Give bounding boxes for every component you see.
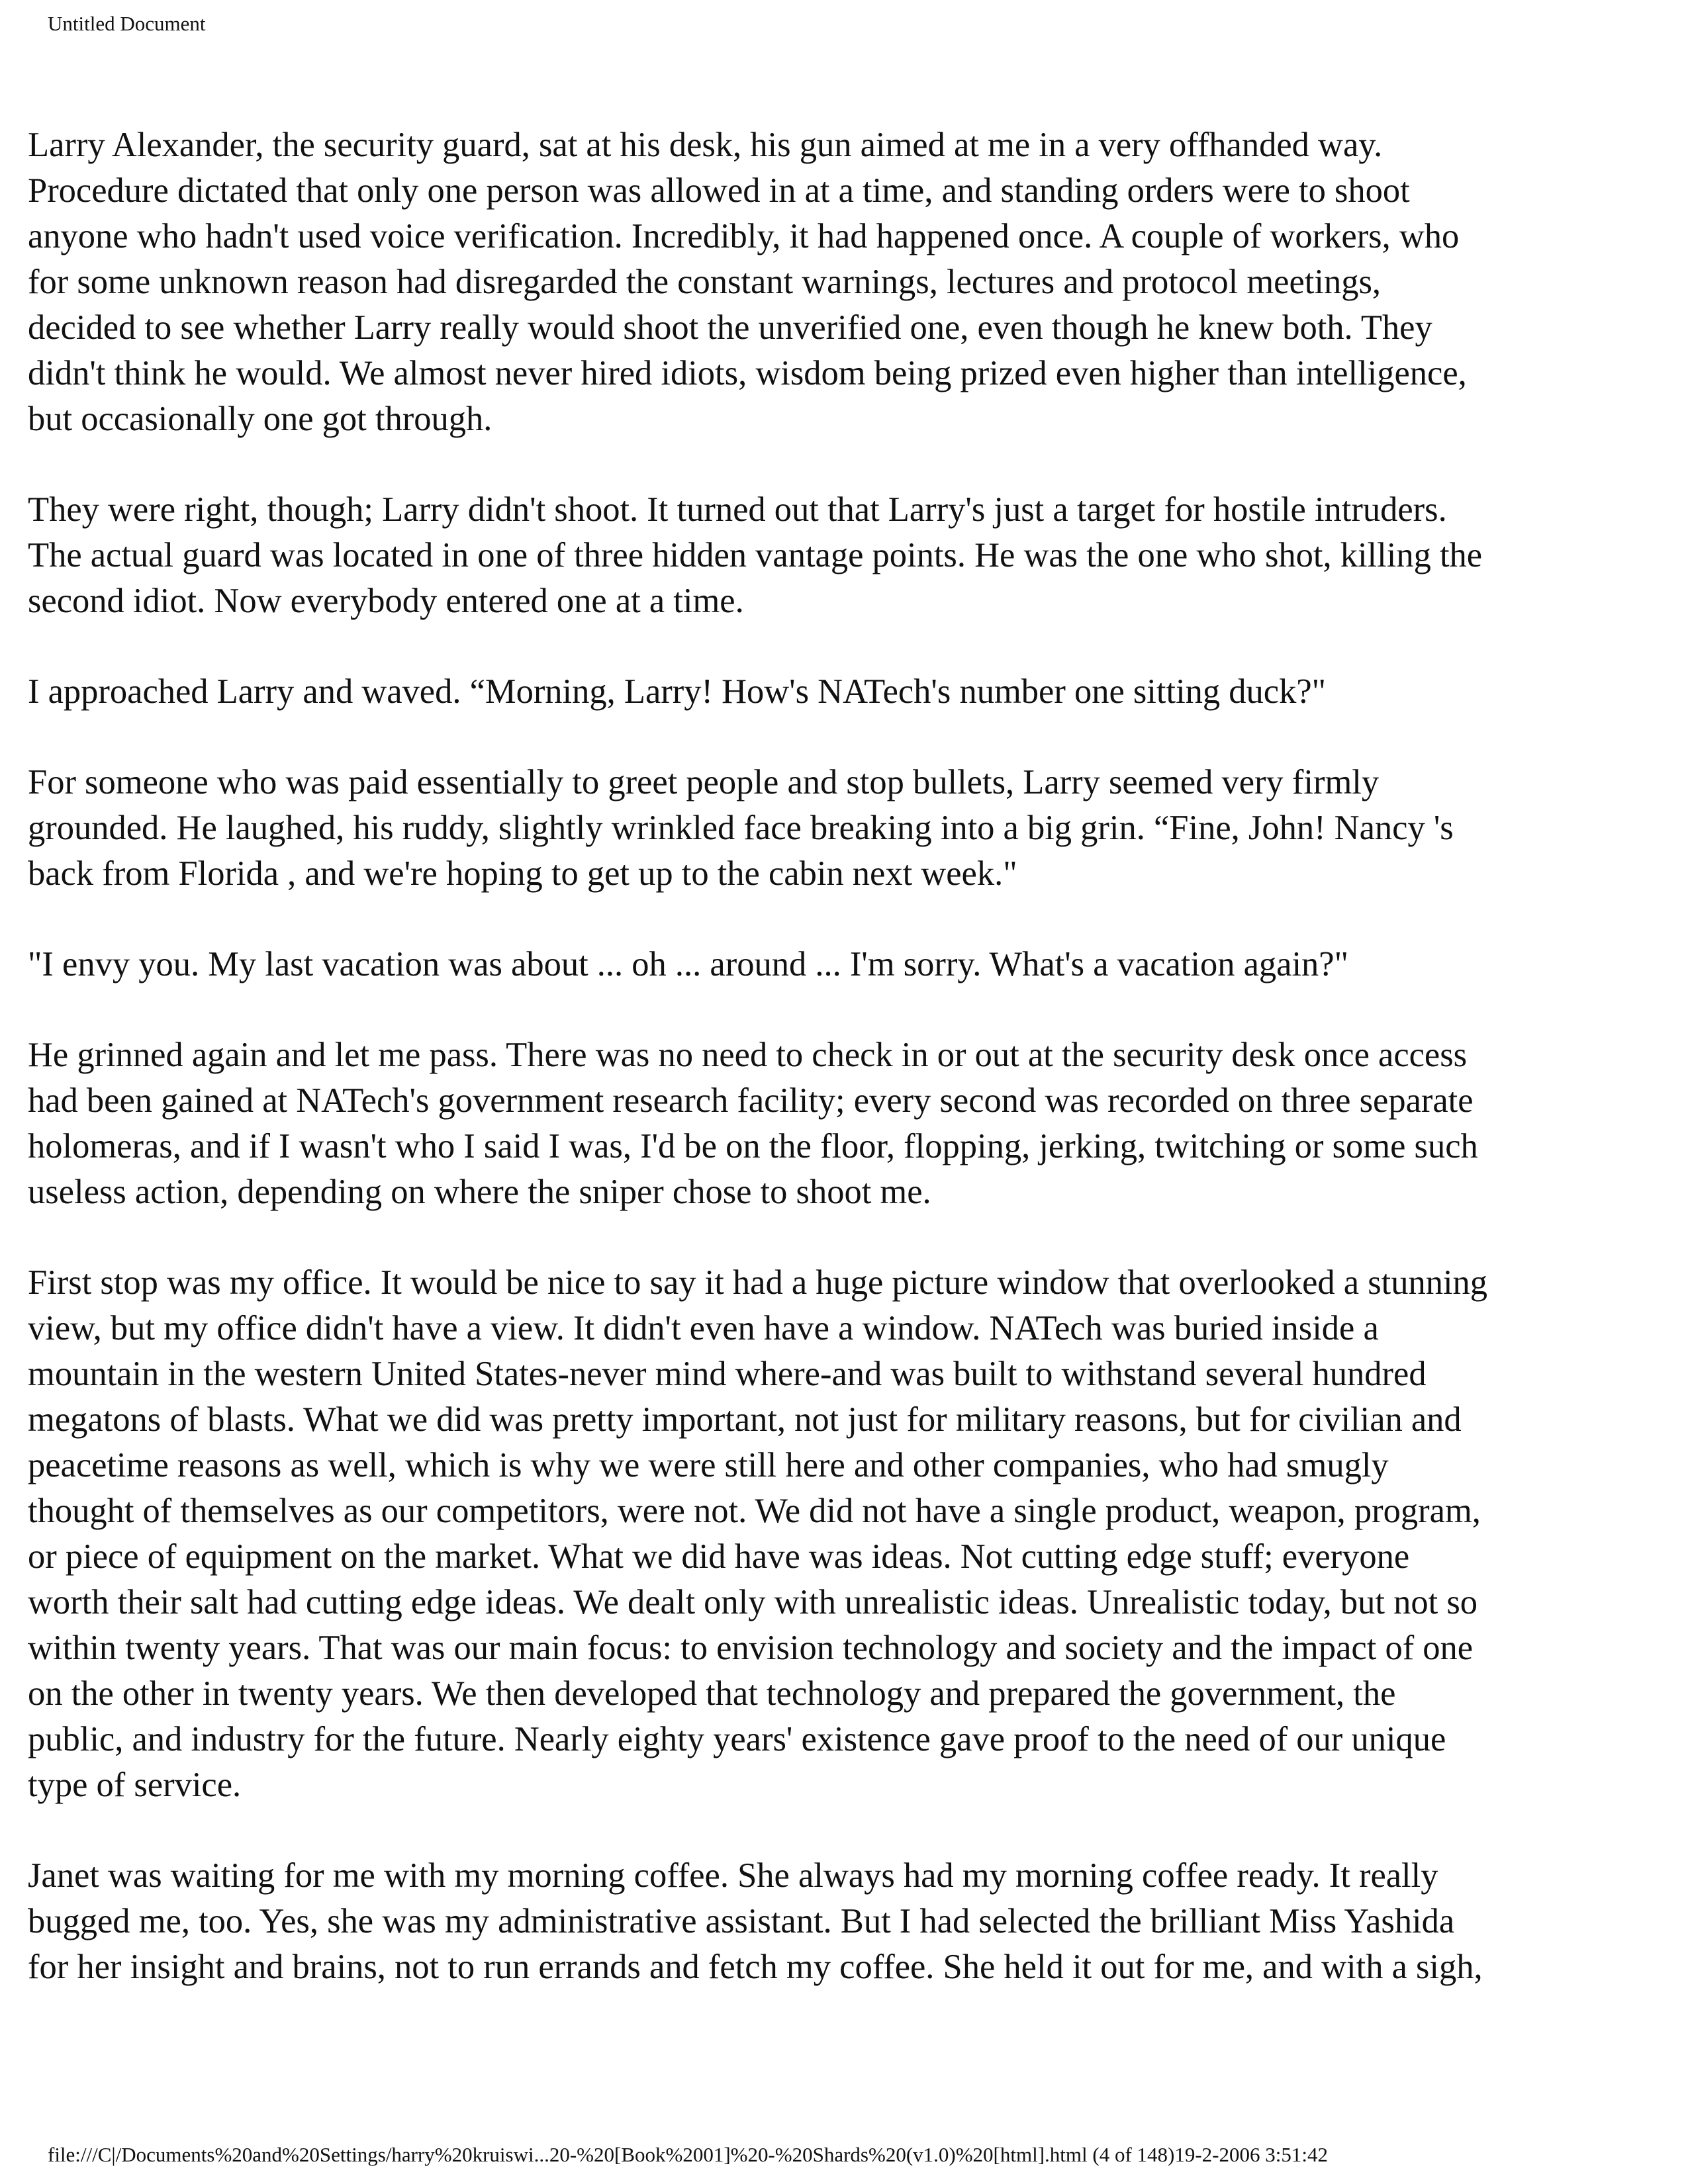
- paragraph: [28, 942, 1663, 987]
- text-line: type of service.: [28, 1766, 242, 1804]
- text-line: anyone who hadn't used voice verification. Incredibly, it had happened once. A couple of workers, who: [28, 217, 1460, 255]
- paragraph: [28, 1260, 1663, 1808]
- text-line: "I envy you. My last vacation was about ... oh ... around ... I'm sorry. What's a vacation again?": [28, 945, 1349, 983]
- text-line: public, and industry for the future. Nearly eighty years' existence gave proof to the need of our unique: [28, 1720, 1446, 1758]
- page-footer-url: file:///C|/Documents%20and%20Settings/harry%20kruiswi...20-%20[Book%2001]%20-%20Shards%20(v1.0)%20[html].html (4 of 148)19-2-2006 3:51:42: [48, 2143, 1328, 2166]
- text-line: grounded. He laughed, his ruddy, slightly wrinkled face breaking into a big grin. “Fine, John! Nancy 's: [28, 809, 1454, 847]
- text-line: megatons of blasts. What we did was pretty important, not just for military reasons, but for civilian and: [28, 1400, 1462, 1439]
- text-line: For someone who was paid essentially to greet people and stop bullets, Larry seemed very firmly: [28, 763, 1380, 801]
- text-line: mountain in the western United States-never mind where-and was built to withstand several hundred: [28, 1355, 1427, 1393]
- text-line: worth their salt had cutting edge ideas. We dealt only with unrealistic ideas. Unrealistic today, but not so: [28, 1583, 1478, 1621]
- text-line: He grinned again and let me pass. There was no need to check in or out at the security desk once access: [28, 1036, 1468, 1074]
- text-line: Janet was waiting for me with my morning coffee. She always had my morning coffee ready. It really: [28, 1856, 1438, 1895]
- page-header-title: Untitled Document: [48, 12, 206, 35]
- text-line: peacetime reasons as well, which is why we were still here and other companies, who had smugly: [28, 1446, 1389, 1484]
- text-line: didn't think he would. We almost never hired idiots, wisdom being prized even higher than intelligence,: [28, 354, 1467, 392]
- text-line: useless action, depending on where the sniper chose to shoot me.: [28, 1173, 931, 1211]
- document-body: [28, 122, 1663, 2035]
- text-line: Larry Alexander, the security guard, sat at his desk, his gun aimed at me in a very offhanded way.: [28, 126, 1383, 164]
- text-line: had been gained at NATech's government research facility; every second was recorded on three separate: [28, 1081, 1474, 1120]
- text-line: second idiot. Now everybody entered one at a time.: [28, 582, 744, 620]
- text-line: or piece of equipment on the market. What we did have was ideas. Not cutting edge stuff; everyone: [28, 1537, 1410, 1576]
- text-line: thought of themselves as our competitors, were not. We did not have a single product, weapon, program,: [28, 1492, 1481, 1530]
- text-line: back from Florida , and we're hoping to get up to the cabin next week.": [28, 854, 1017, 893]
- text-line: They were right, though; Larry didn't shoot. It turned out that Larry's just a target for hostile intruders.: [28, 490, 1447, 529]
- paragraph: [28, 1853, 1663, 1990]
- paragraph: [28, 122, 1663, 442]
- text-line: holomeras, and if I wasn't who I said I was, I'd be on the floor, flopping, jerking, twitching or some such: [28, 1127, 1478, 1165]
- text-line: within twenty years. That was our main focus: to envision technology and society and the impact of one: [28, 1629, 1474, 1667]
- text-line: for her insight and brains, not to run errands and fetch my coffee. She held it out for me, and with a sigh,: [28, 1948, 1483, 1986]
- text-line: First stop was my office. It would be nice to say it had a huge picture window that overlooked a stunning: [28, 1263, 1488, 1302]
- text-line: I approached Larry and waved. “Morning, Larry! How's NATech's number one sitting duck?": [28, 672, 1327, 711]
- text-line: but occasionally one got through.: [28, 400, 492, 438]
- text-line: Procedure dictated that only one person was allowed in at a time, and standing orders were to shoot: [28, 171, 1410, 210]
- text-line: The actual guard was located in one of three hidden vantage points. He was the one who shot, killing the: [28, 536, 1483, 574]
- paragraph: [28, 669, 1663, 715]
- text-line: view, but my office didn't have a view. It didn't even have a window. NATech was buried inside a: [28, 1309, 1379, 1347]
- paragraph: [28, 760, 1663, 897]
- text-line: for some unknown reason had disregarded the constant warnings, lectures and protocol meetings,: [28, 263, 1382, 301]
- paragraph: [28, 1032, 1663, 1215]
- paragraph: [28, 487, 1663, 624]
- text-line: on the other in twenty years. We then developed that technology and prepared the government, the: [28, 1674, 1396, 1713]
- text-line: decided to see whether Larry really would shoot the unverified one, even though he knew both. They: [28, 308, 1432, 347]
- text-line: bugged me, too. Yes, she was my administrative assistant. But I had selected the brilliant Miss Yashida: [28, 1902, 1455, 1940]
